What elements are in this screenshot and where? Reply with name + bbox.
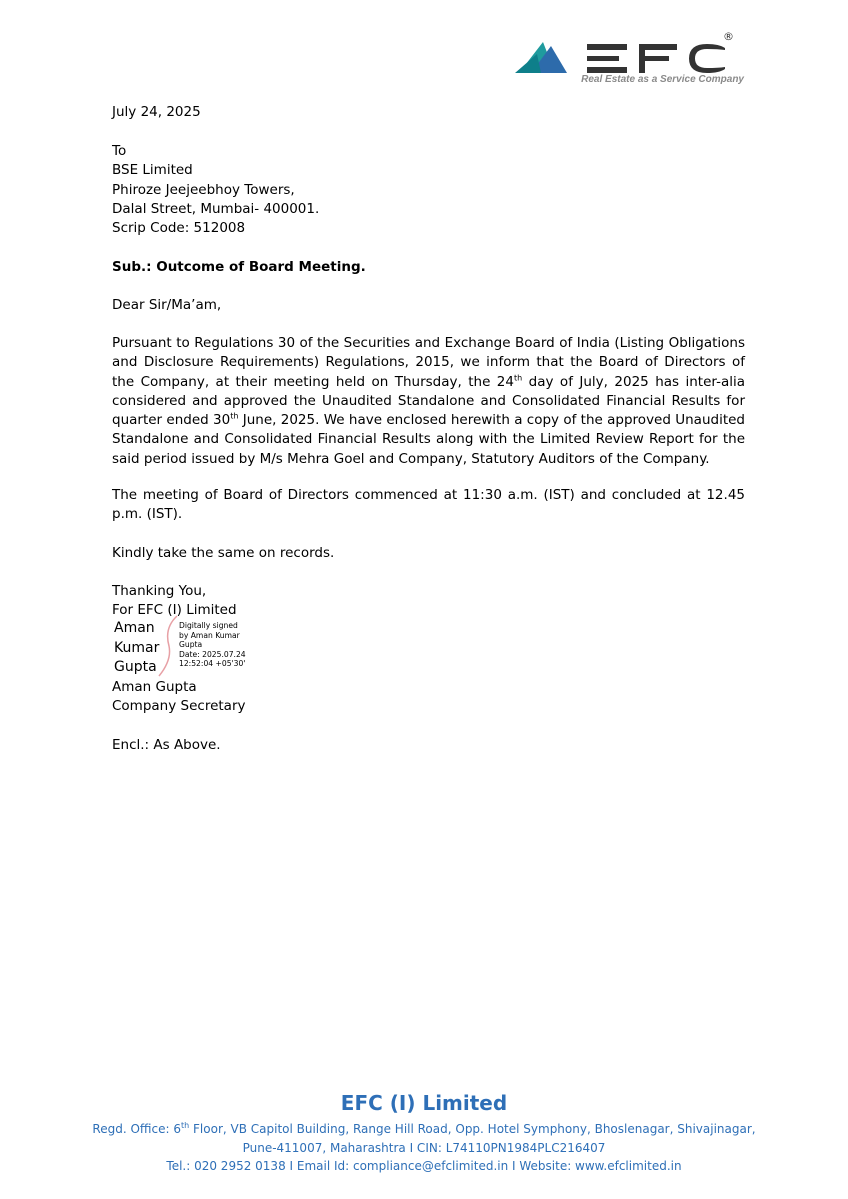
- address-line: To: [112, 143, 127, 159]
- letter-date: July 24, 2025: [112, 104, 201, 120]
- signatory-title: Company Secretary: [112, 698, 246, 715]
- digital-signature-details: Digitally signed by Aman Kumar Gupta Date: 2025.07.24 12:52:04 +05'30': [179, 621, 246, 669]
- body-paragraph-3: Kindly take the same on records.: [112, 545, 335, 561]
- logo-tagline: Real Estate as a Service Company: [581, 74, 744, 85]
- address-line: Phiroze Jeejeebhoy Towers,: [112, 181, 295, 198]
- address-line: BSE Limited: [112, 162, 193, 179]
- closing-line: Thanking You,: [112, 583, 207, 599]
- efc-logo-mark: [515, 30, 745, 76]
- letter-subject: Sub.: Outcome of Board Meeting.: [112, 259, 366, 275]
- closing-line: For EFC (I) Limited: [112, 602, 237, 619]
- recipient-address: [112, 142, 319, 238]
- salutation: Dear Sir/Ma’am,: [112, 297, 222, 313]
- enclosure-note: Encl.: As Above.: [112, 737, 221, 753]
- footer-details: [0, 1120, 848, 1176]
- body-paragraph-1: Pursuant to Regulations 30 of the Securities and Exchange Board of India (Listing Obligations and Disclosure Requirements) Regulations, 2015, we inform that the Board of Directors of the Company, at their meeting held on Thursday, the 24th day of July, 2025 has inter-alia considered and approved the Unaudited Standalone and Consolidated Financial Results for quarter ended 30th June, 2025. We have enclosed herewith a copy of the approved Unaudited Standalone and Consolidated Financial Results along with the Limited Review Report for the said period issued by M/s Mehra Goel and Company, Statutory Auditors of the Company.: [112, 335, 746, 467]
- address-line: Scrip Code: 512008: [112, 220, 246, 237]
- address-line: Dalal Street, Mumbai- 400001.: [112, 200, 320, 217]
- footer-line-office: Regd. Office: 6th Floor, VB Capitol Building, Range Hill Road, Opp. Hotel Symphony, Bhoslenagar, Shivajinagar,: [92, 1121, 756, 1136]
- signatory-name: Aman Gupta: [112, 679, 197, 695]
- footer-company-name: EFC (I) Limited: [340, 1091, 508, 1115]
- registered-mark: ®: [723, 30, 734, 43]
- footer-line-contact: Tel.: 020 2952 0138 I Email Id: compliance@efclimited.in I Website: www.efclimited.in: [166, 1159, 682, 1173]
- efc-logo: [515, 30, 745, 90]
- footer-line-cin: Pune-411007, Maharashtra I CIN: L74110PN1984PLC216407: [242, 1140, 606, 1155]
- signatory: [112, 678, 245, 717]
- digital-signature-name: Aman Kumar Gupta: [114, 620, 160, 675]
- signature-flourish-icon: [156, 614, 180, 678]
- body-paragraph-2: The meeting of Board of Directors commenced at 11:30 a.m. (IST) and concluded at 12.45 p.m. (IST).: [112, 487, 745, 523]
